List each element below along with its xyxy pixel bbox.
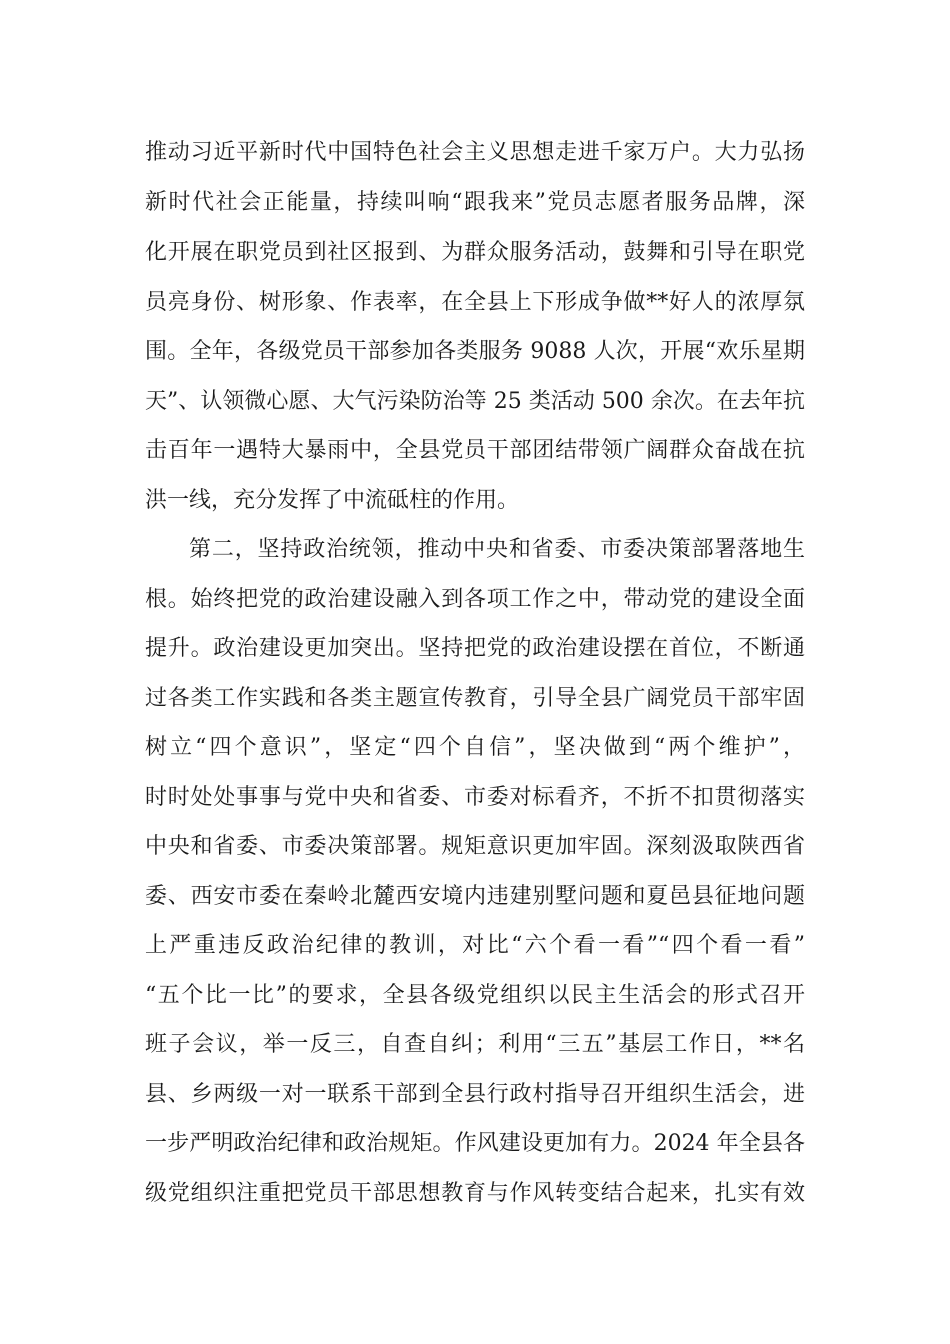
text-line: 击百年一遇特大暴雨中，全县党员干部团结带领广阔群众奋战在抗 [145,438,805,463]
text-line: 中央和省委、市委决策部署。规矩意识更加牢固。深刻汲取陕西省 [145,834,805,859]
text-line: 根。始终把党的政治建设融入到各项工作之中，带动党的建设全面 [145,587,805,612]
text-line: 围。全年，各级党员干部参加各类服务 9088 人次，开展“欢乐星期 [145,339,805,364]
text-line: 推动习近平新时代中国特色社会主义思想走进千家万户。大力弘扬 [145,140,805,165]
text-line: 班子会议，举一反三，自查自纠；利用“三五”基层工作日，**名 [145,1032,805,1057]
text-line: 新时代社会正能量，持续叫响“跟我来”党员志愿者服务品牌，深 [145,190,805,215]
text-line: “五个比一比”的要求，全县各级党组织以民主生活会的形式召开 [145,983,805,1008]
text-line: 洪一线，充分发挥了中流砥柱的作用。 [145,488,520,513]
text-line: 委、西安市委在秦岭北麓西安境内违建别墅问题和夏邑县征地问题 [145,884,805,909]
text-line: 过各类工作实践和各类主题宣传教育，引导全县广阔党员干部牢固 [145,686,805,711]
text-line: 员亮身份、树形象、作表率，在全县上下形成争做**好人的浓厚氛 [145,290,805,315]
text-line: 化开展在职党员到社区报到、为群众服务活动，鼓舞和引导在职党 [145,240,805,265]
text-line: 树立“四个意识”，坚定“四个自信”，坚决做到“两个维护”， [145,735,805,760]
text-line: 县、乡两级一对一联系干部到全县行政村指导召开组织生活会，进 [145,1082,805,1107]
paragraph-first-line: 第二，坚持政治统领，推动中央和省委、市委决策部署落地生 [189,537,805,562]
text-line: 上严重违反政治纪律的教训，对比“六个看一看”“四个看一看” [145,933,805,958]
text-line: 级党组织注重把党员干部思想教育与作风转变结合起来，扎实有效 [145,1181,805,1206]
text-line: 时时处处事事与党中央和省委、市委对标看齐，不折不扣贯彻落实 [145,785,805,810]
text-line: 一步严明政治纪律和政治规矩。作风建设更加有力。2024 年全县各 [145,1131,805,1156]
text-line: 天”、认领微心愿、大气污染防治等 25 类活动 500 余次。在去年抗 [145,389,805,414]
text-line: 提升。政治建设更加突出。坚持把党的政治建设摆在首位，不断通 [145,636,805,661]
